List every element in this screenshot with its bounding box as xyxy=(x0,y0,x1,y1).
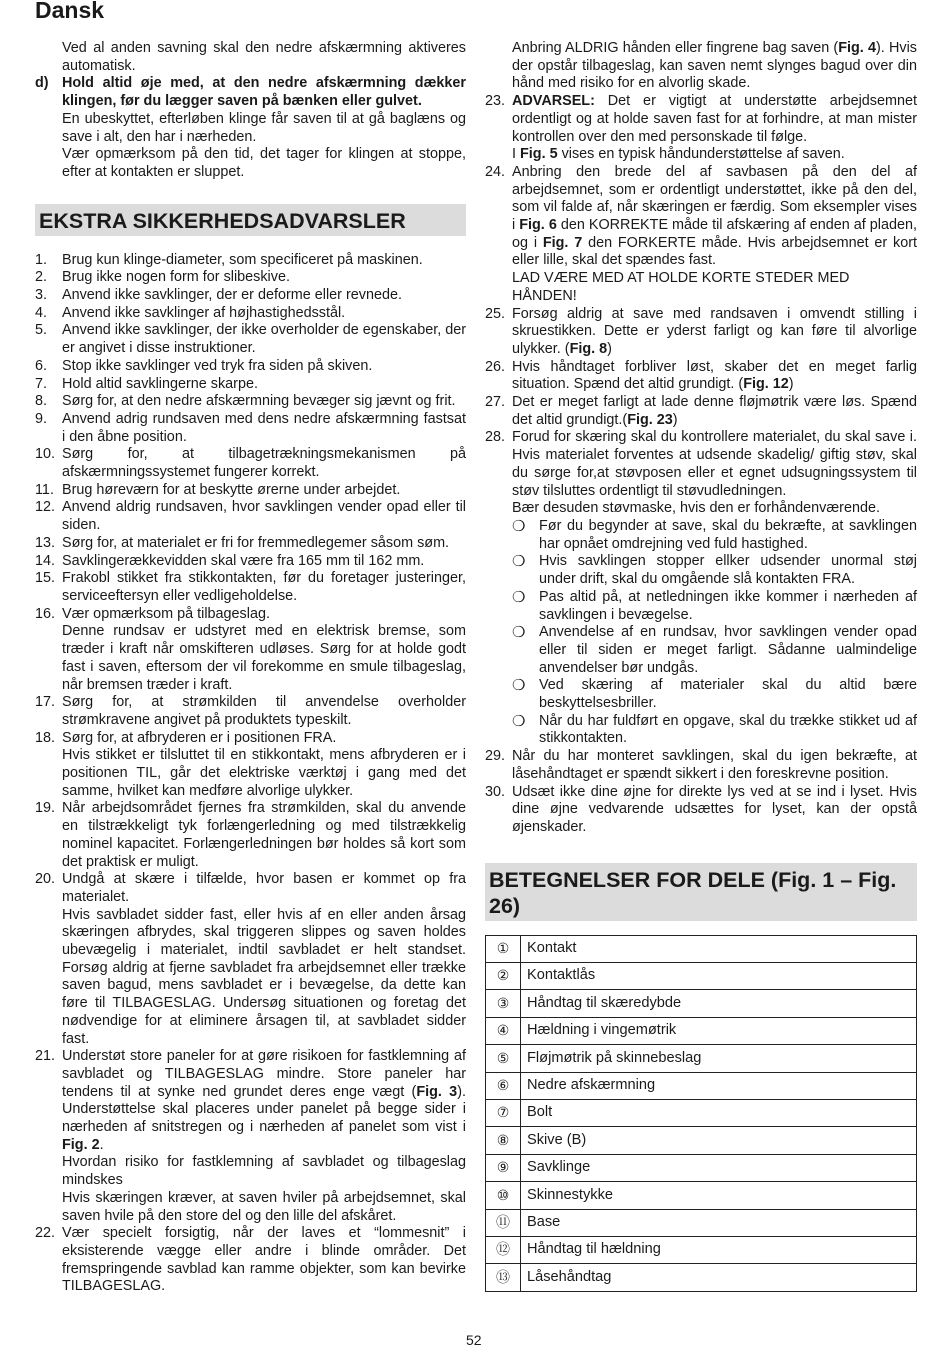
item-text: Forud for skæring skal du kontrollere materialet, du skal save i. Hvis materialet forventes at udsende skadelig/ giftig støv, skal du sørge for,at støvposen eller et egnet udsugningssystem til støv tilsluttes ordentligt til støvudledningen. xyxy=(512,429,917,499)
item-text: Brug ikke nogen form for slibeskive. xyxy=(62,269,290,286)
table-row xyxy=(486,1264,917,1291)
item-text: Brug kun klinge-diameter, som specificeret på maskinen. xyxy=(62,251,423,268)
list-item xyxy=(35,499,466,534)
item-number: 23. xyxy=(485,93,506,110)
part-number: ⑬ xyxy=(486,1264,521,1291)
item-number: 19. xyxy=(35,800,56,817)
list-item xyxy=(35,800,466,871)
item-number: 1. xyxy=(35,251,48,268)
table-row xyxy=(486,963,917,990)
warning-label: ADVARSEL: xyxy=(512,93,595,110)
list-item xyxy=(35,358,466,376)
bullet-item: ❍ Når du har fuldført en opgave, skal du trække stikket ud af stikkontakten. xyxy=(512,712,917,747)
item-text: Sørg for, at den nedre afskærmning bevæger sig jævnt og frit. xyxy=(62,393,456,410)
list-item xyxy=(485,306,917,359)
item-text: Brug høreværn for at beskytte ørerne under arbejdet. xyxy=(62,481,401,498)
section-heading: BETEGNELSER FOR DELE (Fig. 1 – Fig. 26) xyxy=(485,863,917,921)
item-text: Vær specielt forsigtig, når der laves et “lommesnit” i eksisterende vægge eller andre i blinde områder. Det fremspringende savblad kan ramme objekter, som kan bevirke TILBAGESLAG. xyxy=(62,1225,466,1295)
figure-reference: Fig. 12 xyxy=(743,376,789,393)
item-text: Frakobl stikket fra stikkontakten, før du foretager justeringer, serviceeftersyn eller vedligeholdelse. xyxy=(62,570,466,604)
item-text: Anvend ikke savklinger, der er deforme eller revnede. xyxy=(62,287,402,304)
list-item xyxy=(35,871,466,1048)
page-number: 52 xyxy=(466,1332,482,1348)
part-number: ⑤ xyxy=(486,1045,521,1072)
list-item xyxy=(35,252,466,270)
item-text: Hvordan risiko for fastklemning af savbladet og tilbageslag mindskes xyxy=(62,1154,466,1189)
list-item xyxy=(485,93,917,164)
part-label: Nedre afskærmning xyxy=(521,1072,917,1099)
list-item xyxy=(35,694,466,729)
item-text: Udsæt ikke dine øjne for direkte lys ved at se ind i lyset. Hvis dine øjne vedvarende udsættes for lyset, kan der opstå øjenskader. xyxy=(512,783,917,835)
bullet-item: ❍ Pas altid på, at netledningen ikke kommer i nærheden af savklingen i bevægelse. xyxy=(512,588,917,623)
table-row xyxy=(486,1127,917,1154)
item-text: Undgå at skære i tilfælde, hvor basen er kommet op fra materialet. xyxy=(62,871,466,905)
bullet-item: ❍ Før du begynder at save, skal du bekræfte, at savklingen har opnået omdrejning ved fuld hastighed. xyxy=(512,517,917,552)
item-text: Sørg for, at strømkilden til anvendelse overholder strømkravene angivet på produktets typeskilt. xyxy=(62,694,466,728)
list-item xyxy=(35,553,466,571)
circle-bullet-icon: ❍ xyxy=(512,517,526,535)
item-number: 13. xyxy=(35,534,56,551)
item-number: 14. xyxy=(35,552,56,569)
part-number: ⑩ xyxy=(486,1182,521,1209)
item-text: Når du har monteret savklingen, skal du igen bekræfte, at låsehåndtaget er spændt sikkert i den foreskrevne position. xyxy=(512,748,917,782)
list-item xyxy=(35,730,466,801)
part-label: Base xyxy=(521,1209,917,1236)
table-row xyxy=(486,1182,917,1209)
figure-reference: Fig. 7 xyxy=(542,234,583,251)
item-number: 3. xyxy=(35,287,48,304)
item-text: Anvend ikke savklinger, der ikke overholder de egenskaber, der er angivet i disse instruktioner. xyxy=(62,322,466,357)
list-item xyxy=(35,570,466,605)
figure-reference: Fig. 2 xyxy=(62,1136,100,1153)
figure-reference: Fig. 6 xyxy=(519,217,557,234)
item-text: Hvis savbladet sidder fast, eller hvis af en eller anden årsag skæringen afbrydes, skal triggeren slippes og saven holdes ubevægelig i materialet, indtil savbladet er helt standset. Forsøg aldrig at fjerne savbladet fra arbejdsemnet eller trække saven bagud, mens savbladet er i bevægelse, da dette kan føre til TILBAGESLAG. Undersøg situationen og foretag det nødvendige for at eliminere årsagen til, at savbladet sidder fast. xyxy=(62,906,466,1047)
item-number: 25. xyxy=(485,305,506,322)
part-label: Kontakt xyxy=(521,935,917,962)
warning-text: Hold altid øje med, at den nedre afskærmning dækker klingen, før du lægger saven på bænken eller gulvet. xyxy=(62,75,466,110)
item-text: Når arbejdsområdet fjernes fra strømkilden, skal du anvende en tilstrækkeligt tyk forlængerledning og med tilstrækkelig nominel kapacitet. Forlængerledningen bør holdes så kort som det praktisk er muligt. xyxy=(62,800,466,870)
item-text: Hold altid savklingerne skarpe. xyxy=(62,375,258,392)
list-item xyxy=(485,748,917,783)
left-column xyxy=(35,40,466,1296)
list-item xyxy=(485,429,917,748)
figure-reference: Fig. 5 xyxy=(520,146,558,163)
item-text: ADVARSEL: Det er vigtigt at understøtte arbejdsemnet ordentligt og at holde saven fast for at forhindre, at man mister kontrollen over den med personskade til følge. xyxy=(512,93,917,145)
language-header: Dansk xyxy=(35,0,105,23)
figure-reference: Fig. 23 xyxy=(627,411,673,428)
bullet-item: ❍ Hvis savklingen stopper ellker udsender unormal støj under drift, skal du omgående slå kontakten FRA. xyxy=(512,553,917,588)
paragraph: En ubeskyttet, efterløben klinge får saven til at gå baglæns og save i alt, den har i nærheden. xyxy=(62,110,466,145)
item-text: Hvis stikket er tilsluttet til en stikkontakt, mens afbryderen er i positionen TIL, går det elektriske værktøj i gang med det samme, hvilket kan medføre alvorlige ulykker. xyxy=(62,747,466,799)
item-text: Savklingerækkevidden skal være fra 165 mm til 162 mm. xyxy=(62,552,425,569)
list-item xyxy=(35,482,466,500)
part-number: ⑦ xyxy=(486,1099,521,1126)
right-column xyxy=(485,40,917,1292)
paragraph: Ved al anden savning skal den nedre afskærmning aktiveres automatisk. xyxy=(62,40,466,74)
item-number: 29. xyxy=(485,748,506,765)
list-item xyxy=(35,269,466,287)
table-row xyxy=(486,1209,917,1236)
list-item xyxy=(35,322,466,357)
item-text: Vær opmærksom på tilbageslag. xyxy=(62,605,270,622)
item-number: 2. xyxy=(35,269,48,286)
part-label: Håndtag til hældning xyxy=(521,1236,917,1263)
item-number: 24. xyxy=(485,163,506,180)
section-heading: EKSTRA SIKKERHEDSADVARSLER xyxy=(35,204,466,236)
circle-bullet-icon: ❍ xyxy=(512,588,526,606)
item-number: 11. xyxy=(35,481,54,498)
item-number: 4. xyxy=(35,304,48,321)
item-number: 7. xyxy=(35,375,48,392)
paragraph: Vær opmærksom på den tid, det tager for klingen at stoppe, efter at kontakten er sluppet. xyxy=(62,146,466,180)
table-row xyxy=(486,1072,917,1099)
list-item xyxy=(35,305,466,323)
list-item xyxy=(35,535,466,553)
item-number: 22. xyxy=(35,1225,56,1242)
list-item xyxy=(485,359,917,394)
item-text: Anvend adrig rundsaven med dens nedre afskærmning fastsat i den åbne position. xyxy=(62,410,466,445)
item-text: Sørg for, at afbryderen er i positionen FRA. xyxy=(62,729,337,746)
item-number: 10. xyxy=(35,446,56,463)
figure-reference: Fig. 4 xyxy=(838,40,877,56)
part-label: Kontaktlås xyxy=(521,963,917,990)
part-label: Bolt xyxy=(521,1099,917,1126)
item-text: Sørg for, at tilbagetrækningsmekanismen på afskærmningssystemet fungerer korrekt. xyxy=(62,446,466,481)
table-row xyxy=(486,935,917,962)
item-text: Hvis skæringen kræver, at saven hviler på arbejdsemnet, skal saven hvile på den store del og den lille del afskåret. xyxy=(62,1189,466,1224)
list-item xyxy=(35,606,466,695)
table-row xyxy=(486,1154,917,1181)
part-label: Fløjmøtrik på skinnebeslag xyxy=(521,1045,917,1072)
table-row xyxy=(486,1017,917,1044)
part-number: ① xyxy=(486,935,521,962)
item-text: Det er meget farligt at lade denne fløjmøtrik være løs. Spænd det altid grundigt.(Fig. 23) xyxy=(512,394,917,428)
part-number: ⑧ xyxy=(486,1127,521,1154)
part-number: ⑨ xyxy=(486,1154,521,1181)
item-text: Forsøg aldrig at save med randsaven i omvendt stilling i skruestikken. Dette er yderst farligt og kan føre til alvorlige ulykker. (Fig. 8) xyxy=(512,305,917,357)
item-number: 17. xyxy=(35,694,56,711)
item-text: Bær desuden støvmaske, hvis den er forhåndenværende. xyxy=(512,500,880,517)
item-text: Understøt store paneler for at gøre risikoen for fastklemning af savbladet og TILBAGESLAG mindre. Store paneler har tendens til at synke ned grundet deres enge vægt (Fig. 3). Understøttelse skal placeres under panelet på begge sider i nærheden af snitstregen og i nærheden af panelet som vist i Fig. 2. xyxy=(62,1048,466,1153)
item-number: 18. xyxy=(35,729,56,746)
parts-table xyxy=(485,935,917,1292)
item-number: 6. xyxy=(35,357,48,374)
item-number: 16. xyxy=(35,605,56,622)
item-number: 12. xyxy=(35,499,56,516)
table-row xyxy=(486,1045,917,1072)
figure-reference: Fig. 3 xyxy=(416,1083,458,1100)
part-number: ⑥ xyxy=(486,1072,521,1099)
item-text: I Fig. 5 vises en typisk håndunderstøttelse af saven. xyxy=(512,146,845,163)
part-label: Skinnestykke xyxy=(521,1182,917,1209)
item-text: Hvis håndtaget forbliver løst, skaber det en meget farlig situation. Spænd det altid grundigt. (Fig. 12) xyxy=(512,358,917,393)
part-label: Hældning i vingemøtrik xyxy=(521,1017,917,1044)
item-text: Denne rundsav er udstyret med en elektrisk bremse, som træder i kraft når omskifteren udløses. Sørg for at holde godt fast i saven, eftersom der vil forekomme en smule tilbageslag, når bremsen træder i kraft. xyxy=(62,623,466,693)
table-row xyxy=(486,1099,917,1126)
list-item xyxy=(35,376,466,394)
item-text: Anbring den brede del af savbasen på den del af arbejdsemnet, som er ordentligt understøttet, ikke på den del, som vil falde af, når skæringen er færdig. Som eksempler vises i Fig. 6 den KORREKTE måde til afskæring af enden af pladen, og i Fig. 7 den FORKERTE måde. Hvis arbejdsemnet er kort eller lille, skal det spændes fast. xyxy=(512,163,918,269)
item-text: Anvend aldrig rundsaven, hvor savklingen vender opad eller til siden. xyxy=(62,499,466,534)
part-number: ④ xyxy=(486,1017,521,1044)
item-number: d) xyxy=(35,75,49,92)
item-text: LAD VÆRE MED AT HOLDE KORTE STEDER MED HÅNDEN! xyxy=(512,270,850,304)
list-item xyxy=(485,394,917,429)
part-number: ⑫ xyxy=(486,1236,521,1263)
bullet-item: ❍ Anvendelse af en rundsav, hvor savklingen vender opad eller til siden er meget farligt. Sådanne ualmindelige anvendelser bør undgås. xyxy=(512,624,917,676)
circle-bullet-icon: ❍ xyxy=(512,677,526,695)
part-number: ③ xyxy=(486,990,521,1017)
part-number: ② xyxy=(486,963,521,990)
circle-bullet-icon: ❍ xyxy=(512,624,526,642)
item-number: 8. xyxy=(35,393,48,410)
list-item xyxy=(485,784,917,837)
item-text: Anvend ikke savklinger af højhastighedsstål. xyxy=(62,304,346,321)
list-item xyxy=(35,75,466,181)
paragraph: Anbring ALDRIG hånden eller fingrene bag saven (Fig. 4). Hvis der opstår tilbageslag, kan saven nemt slynges bagud over din hånd med risiko for en alvorlig skade. xyxy=(512,40,917,92)
item-number: 20. xyxy=(35,871,56,888)
part-label: Savklinge xyxy=(521,1154,917,1181)
list-item xyxy=(35,287,466,305)
bullet-item: ❍ Ved skæring af materialer skal du altid bære beskyttelsesbriller. xyxy=(512,677,917,712)
part-label: Skive (B) xyxy=(521,1127,917,1154)
item-number: 5. xyxy=(35,322,48,339)
item-number: 26. xyxy=(485,358,506,375)
list-item xyxy=(35,411,466,446)
list-item xyxy=(35,1048,466,1225)
part-number: ⑪ xyxy=(486,1209,521,1236)
item-text: Stop ikke savklinger ved tryk fra siden på skiven. xyxy=(62,357,373,374)
table-row xyxy=(486,990,917,1017)
item-number: 28. xyxy=(485,429,506,446)
item-number: 21. xyxy=(35,1048,56,1065)
part-label: Håndtag til skæredybde xyxy=(521,990,917,1017)
list-item xyxy=(485,164,917,306)
item-number: 9. xyxy=(35,410,48,427)
figure-reference: Fig. 8 xyxy=(569,340,608,357)
table-row xyxy=(486,1236,917,1263)
circle-bullet-icon: ❍ xyxy=(512,712,526,730)
item-number: 15. xyxy=(35,570,56,587)
circle-bullet-icon: ❍ xyxy=(512,553,526,571)
item-text: Sørg for, at materialet er fri for fremmedlegemer såsom søm. xyxy=(62,534,450,551)
list-item xyxy=(35,446,466,481)
item-number: 30. xyxy=(485,783,506,800)
part-label: Låsehåndtag xyxy=(521,1264,917,1291)
item-number: 27. xyxy=(485,394,506,411)
list-item xyxy=(35,1225,466,1296)
list-item xyxy=(35,393,466,411)
